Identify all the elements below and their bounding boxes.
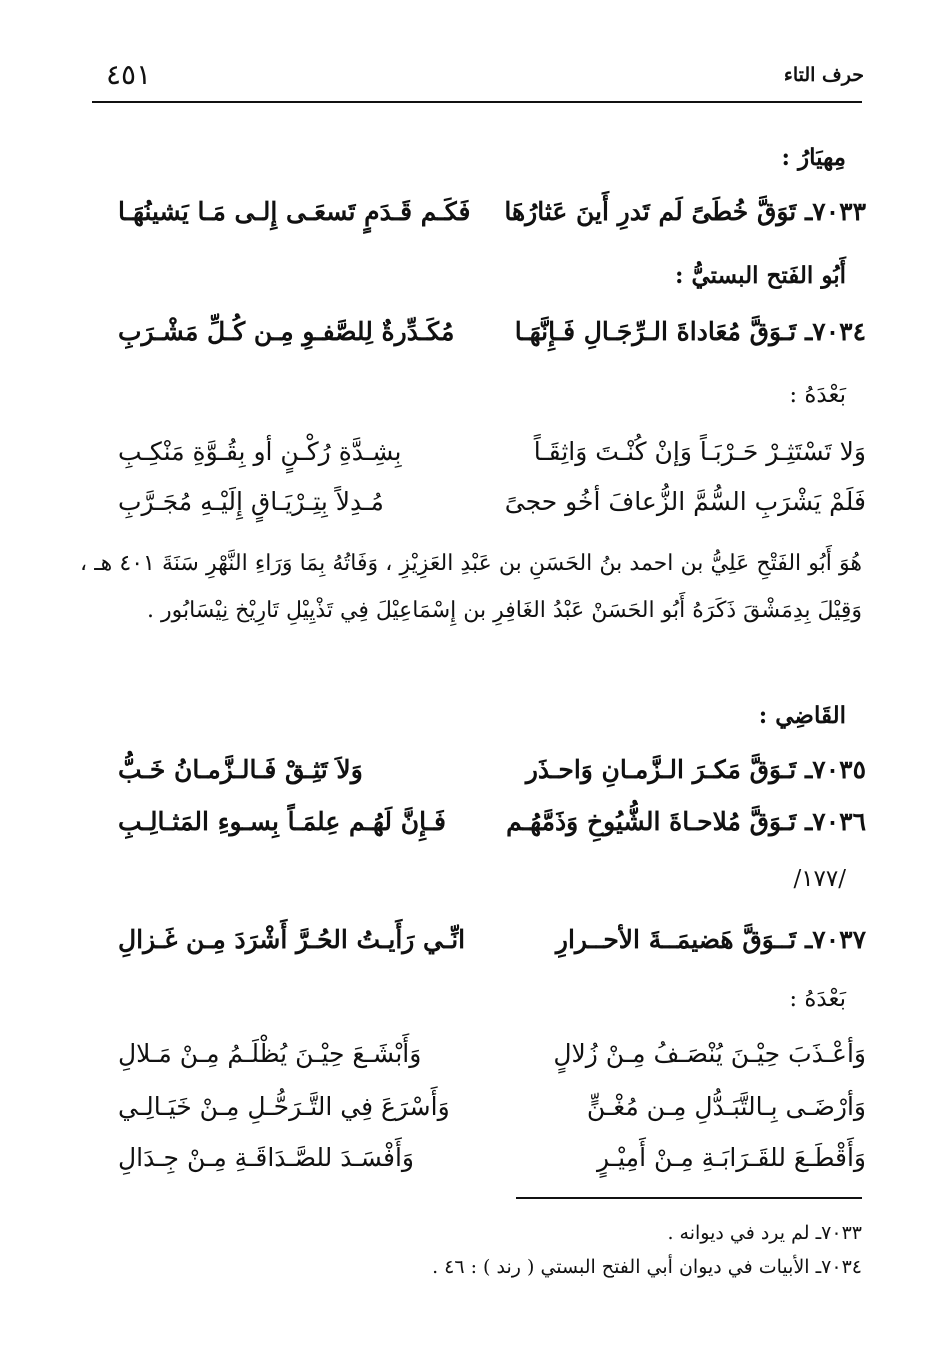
verse-second-hemistich: وَأَسْرَعَ فِي التَّـرَحُّـلِ مِـنْ خَيَـالِـي <box>118 1092 450 1121</box>
verse-7034 <box>118 310 866 354</box>
footnote-7033: ٧٠٣٣ـ لم يرد في ديوانه . <box>667 1222 862 1244</box>
poet-name: مِهيَارُ : <box>781 144 846 171</box>
verse-line <box>118 1136 866 1180</box>
verse-first-hemistich: فَلَمْ يَشْرَبِ السُّمَّ الزُّعافَ أخُو حجىً <box>504 487 866 516</box>
verse-7036 <box>118 800 866 844</box>
verse-second-hemistich: فَكَـم قَـدَمٍ تَسعَـى إِلـى مَـا يَشينُهَـا <box>118 197 471 226</box>
verse-second-hemistich: انِّـي رَأَيـتُ الحُـرَّ أَشْرَدَ مِـن غَـزالِ <box>118 925 466 954</box>
verse-second-hemistich: مُكَـدِّرةٌ لِلصَّفـوِ مِـن كُـلِّ مَشْـرَبِ <box>118 317 455 346</box>
verse-7033 <box>118 190 866 234</box>
verse-first-hemistich: وَلا تَسْتَثِـرْ حَـرْبَـاً وَإنْ كُنْـتَ وَاثِقَـاً <box>533 437 866 466</box>
verse-first-hemistich: ٧٠٣٦ـ تَـوَقَّ مُلاحـاةَ الشُّيُوخِ وَذَمَّهُـم <box>506 807 866 836</box>
verse-line <box>118 1032 866 1076</box>
footnote-rule <box>516 1197 862 1199</box>
verse-second-hemistich: مُـدِلاً بِتِـرْيَـاقٍ إِلَيْـهِ مُجَـرَّبِ <box>118 487 384 516</box>
verse-first-hemistich: ٧٠٣٣ـ تَوَقَّ خُطَىً لَم تَدرِ أَينَ عَثارُهَا <box>504 197 866 226</box>
verse-first-hemistich: ٧٠٣٥ـ تَـوَقَّ مَكـرَ الـزَّمـانِ وَاحـذَر <box>525 755 866 784</box>
verse-line <box>118 430 866 474</box>
page-number: ٤٥١ <box>106 58 152 91</box>
biography-text: هُوَ أَبُو الفَتْحِ عَلِيُّ بن احمد بنُ الحَسَنِ بن عَبْدِ العَزِيْزِ ، وَفَاتُهُ بِمَا وَرَاءِ النَّهْرِ سَنَةَ ٤٠١ هـ ، وَقِيْلَ بِدِمَشْقَ ذَكَرَهُ أَبُو الحَسَنْ عَبْدُ الغَافِرِ بن إِسْمَاعِيْلَ فِي تَذْيِيْلِ تَارِيْخ نِيْسَابُور . <box>80 551 862 623</box>
folio-mark: /١٧٧/ <box>793 866 846 892</box>
verse-first-hemistich: وَأرْضَـى بِـالتَّبَـدُّلِ مِـن مُغْـنٍّ <box>586 1092 866 1121</box>
verse-second-hemistich: بِشِـدَّةِ رُكْـنٍ أو بِقُـوَّةِ مَنْكِـبِ <box>118 437 402 466</box>
verse-first-hemistich: ٧٠٣٧ـ تَــوَقَّ هَضيمَــةَ الأحــرارِ <box>555 925 866 954</box>
verse-first-hemistich: وَأَقْطَـعَ للقَـرَابَـةِ مِـنْ أَمِيْـرٍ <box>597 1143 866 1172</box>
verse-line <box>118 1085 866 1129</box>
verse-7037 <box>118 918 866 962</box>
verse-second-hemistich: وَأَفْسَـدَ للصَّـدَاقَـةِ مِـنْ جِـدَالِ <box>118 1143 414 1172</box>
footnote-7034: ٧٠٣٤ـ الأبيات في ديوان أبي الفتح البستي ( رند ) : ٤٦ . <box>432 1256 862 1278</box>
verse-second-hemistich: فَـإِنَّ لَهُـم عِلمَـاً بِسـوءِ المَثـالِـبِ <box>118 807 447 836</box>
poet-name: أَبُو الفَتح البستيُّ : <box>675 262 846 289</box>
verse-number: ٧٠٣٧ـ <box>804 925 866 954</box>
after-label: بَعْدَهُ : <box>789 986 846 1012</box>
verse-7035 <box>118 748 866 792</box>
header-rule <box>92 101 862 103</box>
verse-first-hemistich: ٧٠٣٤ـ تَـوَقَّ مُعَاداةَ الـرِّجَـالِ فَـإِنَّهَـا <box>514 317 866 346</box>
verse-first-hemistich: وَأعْـذَبَ حِيْـنَ يُنْصَـفُ مِـنْ زُلالٍ <box>553 1039 866 1068</box>
verse-second-hemistich: وَلاَ تَثِـقْ فَـالـزَّمـانُ خَـبُّ <box>118 755 363 784</box>
verse-number: ٧٠٣٤ـ <box>804 317 866 346</box>
verse-number: ٧٠٣٦ـ <box>804 807 866 836</box>
verse-second-hemistich: وَأَبْشَـعَ حِيْـنَ يُظْلَـمُ مِـنْ مَـلالِ <box>118 1039 422 1068</box>
verse-line <box>118 480 866 524</box>
after-label: بَعْدَهُ : <box>789 382 846 408</box>
running-header-title: حرف التاء <box>783 64 864 86</box>
verse-number: ٧٠٣٣ـ <box>804 197 866 226</box>
verse-number: ٧٠٣٥ـ <box>804 755 866 784</box>
poet-name: القَاضِي : <box>758 702 846 729</box>
biography-paragraph <box>80 540 862 634</box>
